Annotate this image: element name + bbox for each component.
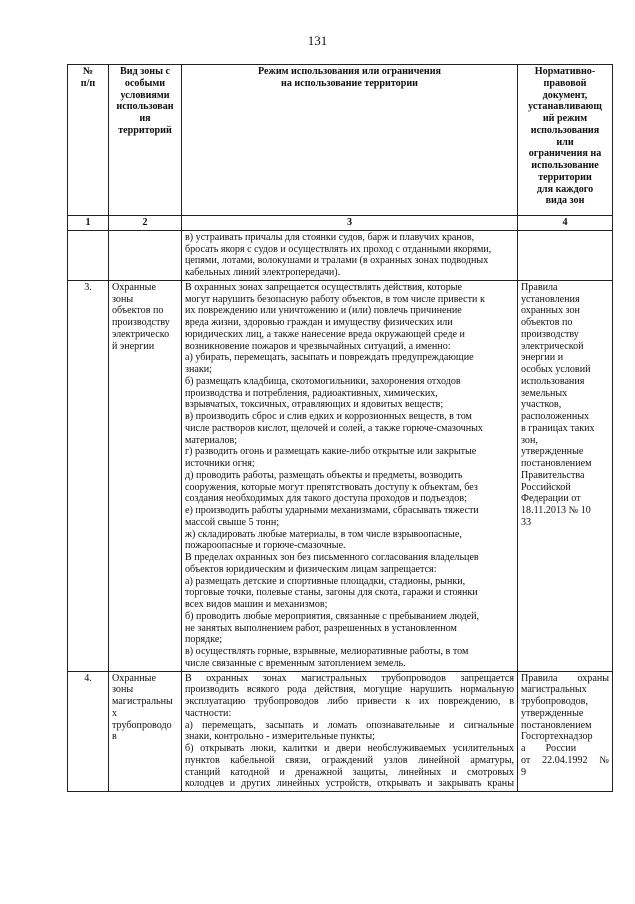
table-row [68,280,613,671]
document-line: от 22.04.1992 № [521,754,609,766]
regime-line: производить всякого рода действия, могущие нарушить нормальную [185,684,514,696]
row-regime: в) устраивать причалы для стоянки судов, барж и плавучих кранов, бросать якоря с судов и осуществлять их проход с отданными якорями, цепями, лотами, волокушами и тралами (в охранных зонах подводных кабельных линий электропередачи). [182,230,518,280]
document-line: утвержденные [521,707,584,719]
column-numbers-row [68,216,613,231]
header-normative-document: Нормативно- правовой документ, устанавливающ ий режим использования или ограничения на использование территории для каждого вида зон [518,65,613,216]
row-document [518,230,613,280]
regime-line: колодцев и других линейных устройств, открывать и закрывать краны [185,778,514,790]
row-number: 4. [68,671,109,792]
table-row [68,230,613,280]
table-row [68,671,613,792]
regime-line: знаки, контрольно - измерительные пункты; [185,731,375,743]
regime-line: частности: [185,707,232,719]
document-line: постановлением [521,719,592,731]
document-line: трубопроводов, [521,696,588,707]
header-number: № п/п [68,65,109,216]
regime-line: станций катодной и дренажной защиты, линейных и смотровых [185,766,514,778]
zones-table [67,64,613,792]
row-number [68,230,109,280]
row-document [518,671,613,792]
column-number-4: 4 [518,216,613,231]
table-header-row [68,65,613,216]
document-line: а России [521,743,577,754]
row-document: Правила установления охранных зон объектов по производству электрической энергии и особых условий использования земельных участков, расположенных в границах таких зон, утвержденные постановлением Правительства Российской Федерации от 18.11.2013 № 10 33 [518,280,613,671]
header-zone-type: Вид зоны с особыми условиями использован ия территорий [109,65,182,216]
row-zone-type: Охранные зоны магистральны х трубопроводо в [109,671,182,792]
header-regime: Режим использования или ограничения на использование территории [182,65,518,216]
row-regime: В охранных зонах запрещается осуществлять действия, которые могут нарушить безопасную работу объектов, в том числе привести к их повреждению или уничтожению и (или) повлечь причинение вреда жизни, здоровью граждан и имуществу физических или юридических лиц, а также нанесение вреда окружающей среде и возникновение пожаров и чрезвычайных ситуаций, а именно: а) убирать, перемещать, засыпать и повреждать предупреждающие знаки; б) размещать кладбища, скотомогильники, захоронения отходов производства и потребления, радиоактивных, химических, взрывчатых, токсичных, отравляющих и ядовитых веществ; в) производить сброс и слив едких и коррозионных веществ, в том числе растворов кислот, щелочей и солей, а также горюче-смазочных материалов; г) разводить огонь и размещать какие-либо открытые или закрытые источники огня; д) проводить работы, размещать объекты и предметы, возводить сооружения, которые могут препятствовать доступу к объектам, без создания необходимых для такого доступа проходов и подъездов; е) производить работы ударными механизмами, сбрасывать тяжести массой свыше 5 тонн; ж) складировать любые материалы, в том числе взрывоопасные, пожароопасные и горюче-смазочные. В пределах охранных зон без письменного согласования владельцев объектов юридическим и физическим лицам запрещается: а) размещать детские и спортивные площадки, стадионы, рынки, торговые точки, полевые станы, загоны для скота, гаражи и стоянки всех видов машин и механизмов; б) проводить любые мероприятия, связанные с пребыванием людей, не занятых выполнением работ, разрешенных в установленном порядке; в) осуществлять горные, взрывные, мелиоративные работы, в том числе связанные с временным затоплением земель. [182,280,518,671]
document-line: Госгортехнадзор [521,731,593,743]
regime-line: а) перемещать, засыпать и ломать опознавательные и сигнальные [185,719,514,731]
row-number: 3. [68,280,109,671]
row-zone-type [109,230,182,280]
regime-line: В охранных зонах магистральных трубопроводов запрещается [185,672,514,684]
row-zone-type: Охранные зоны объектов по производству электрическо й энергии [109,280,182,671]
column-number-2: 2 [109,216,182,231]
column-number-1: 1 [68,216,109,231]
page-number: 131 [307,33,328,48]
regime-line: б) открывать люки, калитки и двери необслуживаемых усилительных [185,743,514,754]
row-regime [182,671,518,792]
regime-line: пунктов кабельной связи, ограждений узлов линейной арматуры, [185,754,514,766]
document-line: магистральных [521,684,587,696]
document-line: Правила охраны [521,672,609,684]
column-number-3: 3 [182,216,518,231]
regime-line: эксплуатацию трубопроводов либо привести к их повреждению, в [185,696,514,707]
document-line: 9 [521,766,527,778]
